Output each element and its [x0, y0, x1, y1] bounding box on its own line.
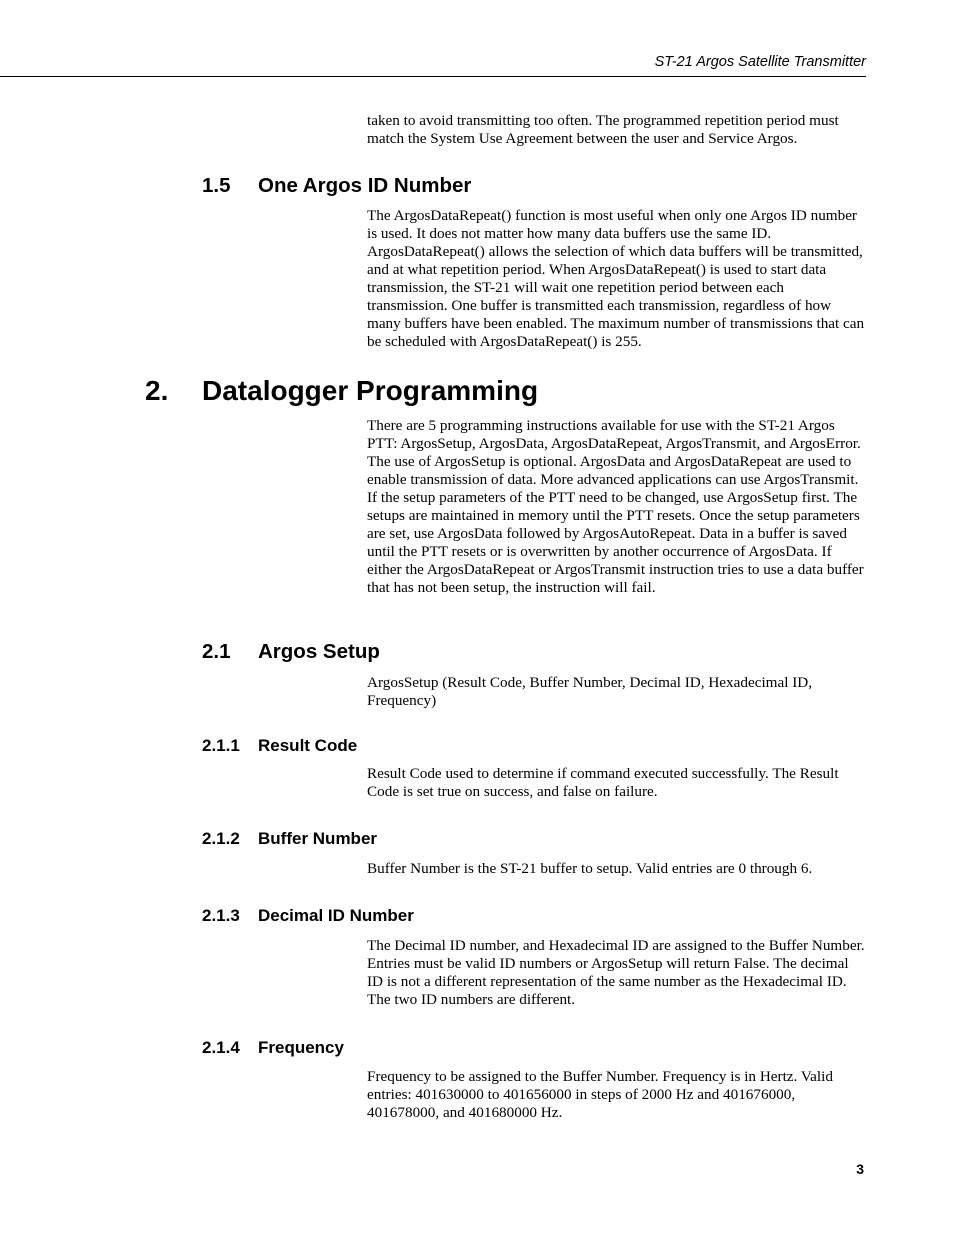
section-1-5-title: One Argos ID Number	[258, 174, 472, 197]
section-2-1-3-body: The Decimal ID number, and Hexadecimal ID are assigned to the Buffer Number. Entries must be valid ID numbers or ArgosSetup will return False. The decimal ID is not a different representation of the same number as the Hexadecimal ID. The two ID numbers are different.	[367, 937, 865, 1008]
running-header: ST-21 Argos Satellite Transmitter	[654, 54, 866, 70]
section-2-1-4-body: Frequency to be assigned to the Buffer Number. Frequency is in Hertz. Valid entries: 401630000 to 401656000 in steps of 2000 Hz and 401676000, 401678000, and 401680000 Hz.	[367, 1068, 833, 1121]
section-2-1-2-body: Buffer Number is the ST-21 buffer to setup. Valid entries are 0 through 6.	[367, 860, 813, 877]
section-2-1-3-title: Decimal ID Number	[258, 906, 414, 925]
section-2-1-body: ArgosSetup (Result Code, Buffer Number, Decimal ID, Hexadecimal ID, Frequency)	[367, 674, 813, 709]
page-number: 3	[856, 1161, 864, 1177]
section-2-1-1-body: Result Code used to determine if command executed successfully. The Result Code is set true on success, and false on failure.	[367, 765, 839, 800]
section-2-1-3-number: 2.1.3	[202, 906, 240, 925]
section-2-1-2-number: 2.1.2	[202, 829, 240, 848]
section-1-5-body: The ArgosDataRepeat() function is most useful when only one Argos ID number is used. It does not matter how many data buffers use the same ID. ArgosDataRepeat() allows the selection of which data buffers will be transmitted, and at what repetition period. When ArgosDataRepeat() is used to start data transmission, the ST-21 will wait one repetition period between each transmission. One buffer is transmitted each transmission, regardless of how many buffers have been enabled. The maximum number of transmissions that can be scheduled with ArgosDataRepeat() is 255.	[367, 207, 865, 350]
section-2-1-title: Argos Setup	[258, 640, 380, 663]
intro-paragraph: taken to avoid transmitting too often. The programmed repetition period must match the System Use Agreement between the user and Service Argos.	[367, 112, 839, 147]
section-2-title: Datalogger Programming	[202, 375, 539, 406]
section-2-1-number: 2.1	[202, 640, 231, 663]
section-2-1-1-title: Result Code	[258, 736, 358, 755]
section-2-1-1-number: 2.1.1	[202, 736, 240, 755]
section-2-1-4-title: Frequency	[258, 1038, 344, 1057]
section-2-body: There are 5 programming instructions available for use with the ST-21 Argos PTT: ArgosSetup, ArgosData, ArgosDataRepeat, ArgosTransmit, and ArgosError. The use of ArgosSetup is optional. ArgosData and ArgosDataRepeat are used to enable transmission of data. More advanced applications can use ArgosTransmit. If the setup parameters of the PTT need to be changed, use ArgosSetup first. The setups are maintained in memory until the PTT resets. Once the setup parameters are set, use ArgosData followed by ArgosAutoRepeat. Data in a buffer is saved until the PTT resets or is overwritten by another occurrence of ArgosData. If either the ArgosDataRepeat or ArgosTransmit instruction tries to use a data buffer that has not been setup, the instruction will fail.	[367, 417, 864, 596]
header-rule	[0, 76, 866, 77]
section-2-1-4-number: 2.1.4	[202, 1038, 240, 1057]
section-2-1-2-title: Buffer Number	[258, 829, 378, 848]
section-2-number: 2.	[145, 375, 169, 406]
section-1-5-number: 1.5	[202, 174, 231, 197]
